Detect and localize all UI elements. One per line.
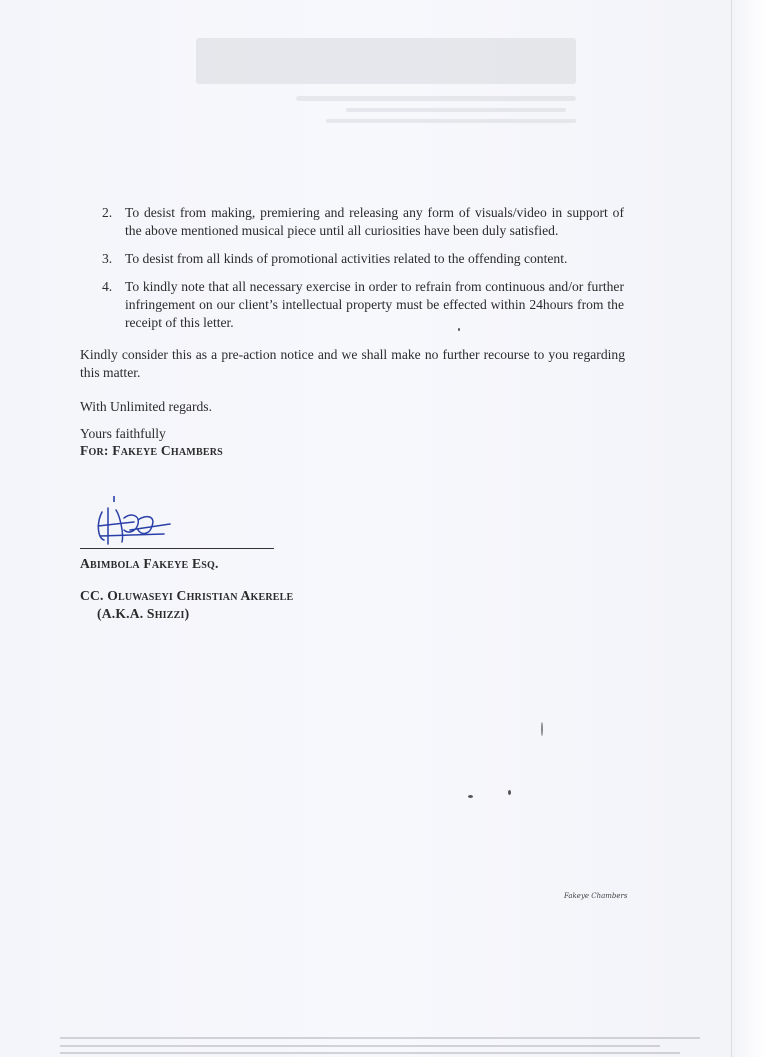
closing-paragraph: Kindly consider this as a pre-action notice and we shall make no further recourse to you regarding this matter. [80,347,625,380]
list-item [88,278,624,332]
bleed-through-footer [60,1029,710,1057]
list-item-number: 4. [102,279,113,294]
regards-line: With Unlimited regards. [80,399,212,414]
list-item [88,204,624,240]
signatory-name: Abimbola Fakeye Esq. [80,556,219,571]
demand-list [88,204,624,342]
scan-speck [541,722,543,736]
list-item-number: 2. [102,205,113,220]
list-item-text: To desist from making, premiering and releasing any form of visuals/video in support of the above mentioned musical piece until all curiosities have been duly satisfied. [125,205,624,238]
page-edge [731,0,768,1057]
signature-line [80,548,274,549]
cc-recipient: CC. Oluwaseyi Christian Akerele [80,588,294,603]
valediction: Yours faithfully [80,426,166,441]
cc-recipient-alias: (A.K.A. Shizzi) [97,606,190,621]
handwritten-signature [94,494,176,548]
list-item-text: To desist from all kinds of promotional activities related to the offending content. [125,251,568,266]
scan-speck [508,790,511,795]
list-item [88,250,624,268]
footer-mark: Fakeye Chambers [564,892,628,900]
list-item-number: 3. [102,251,113,266]
list-item-text: To kindly note that all necessary exercise in order to refrain from continuous and/or further infringement on our client’s intellectual property must be effected within 24hours from the receipt of this letter. [125,279,624,330]
bleed-through-letterhead [196,24,576,134]
scan-speck [458,328,460,331]
scan-speck [468,795,473,798]
firm-line: For: Fakeye Chambers [80,443,223,458]
